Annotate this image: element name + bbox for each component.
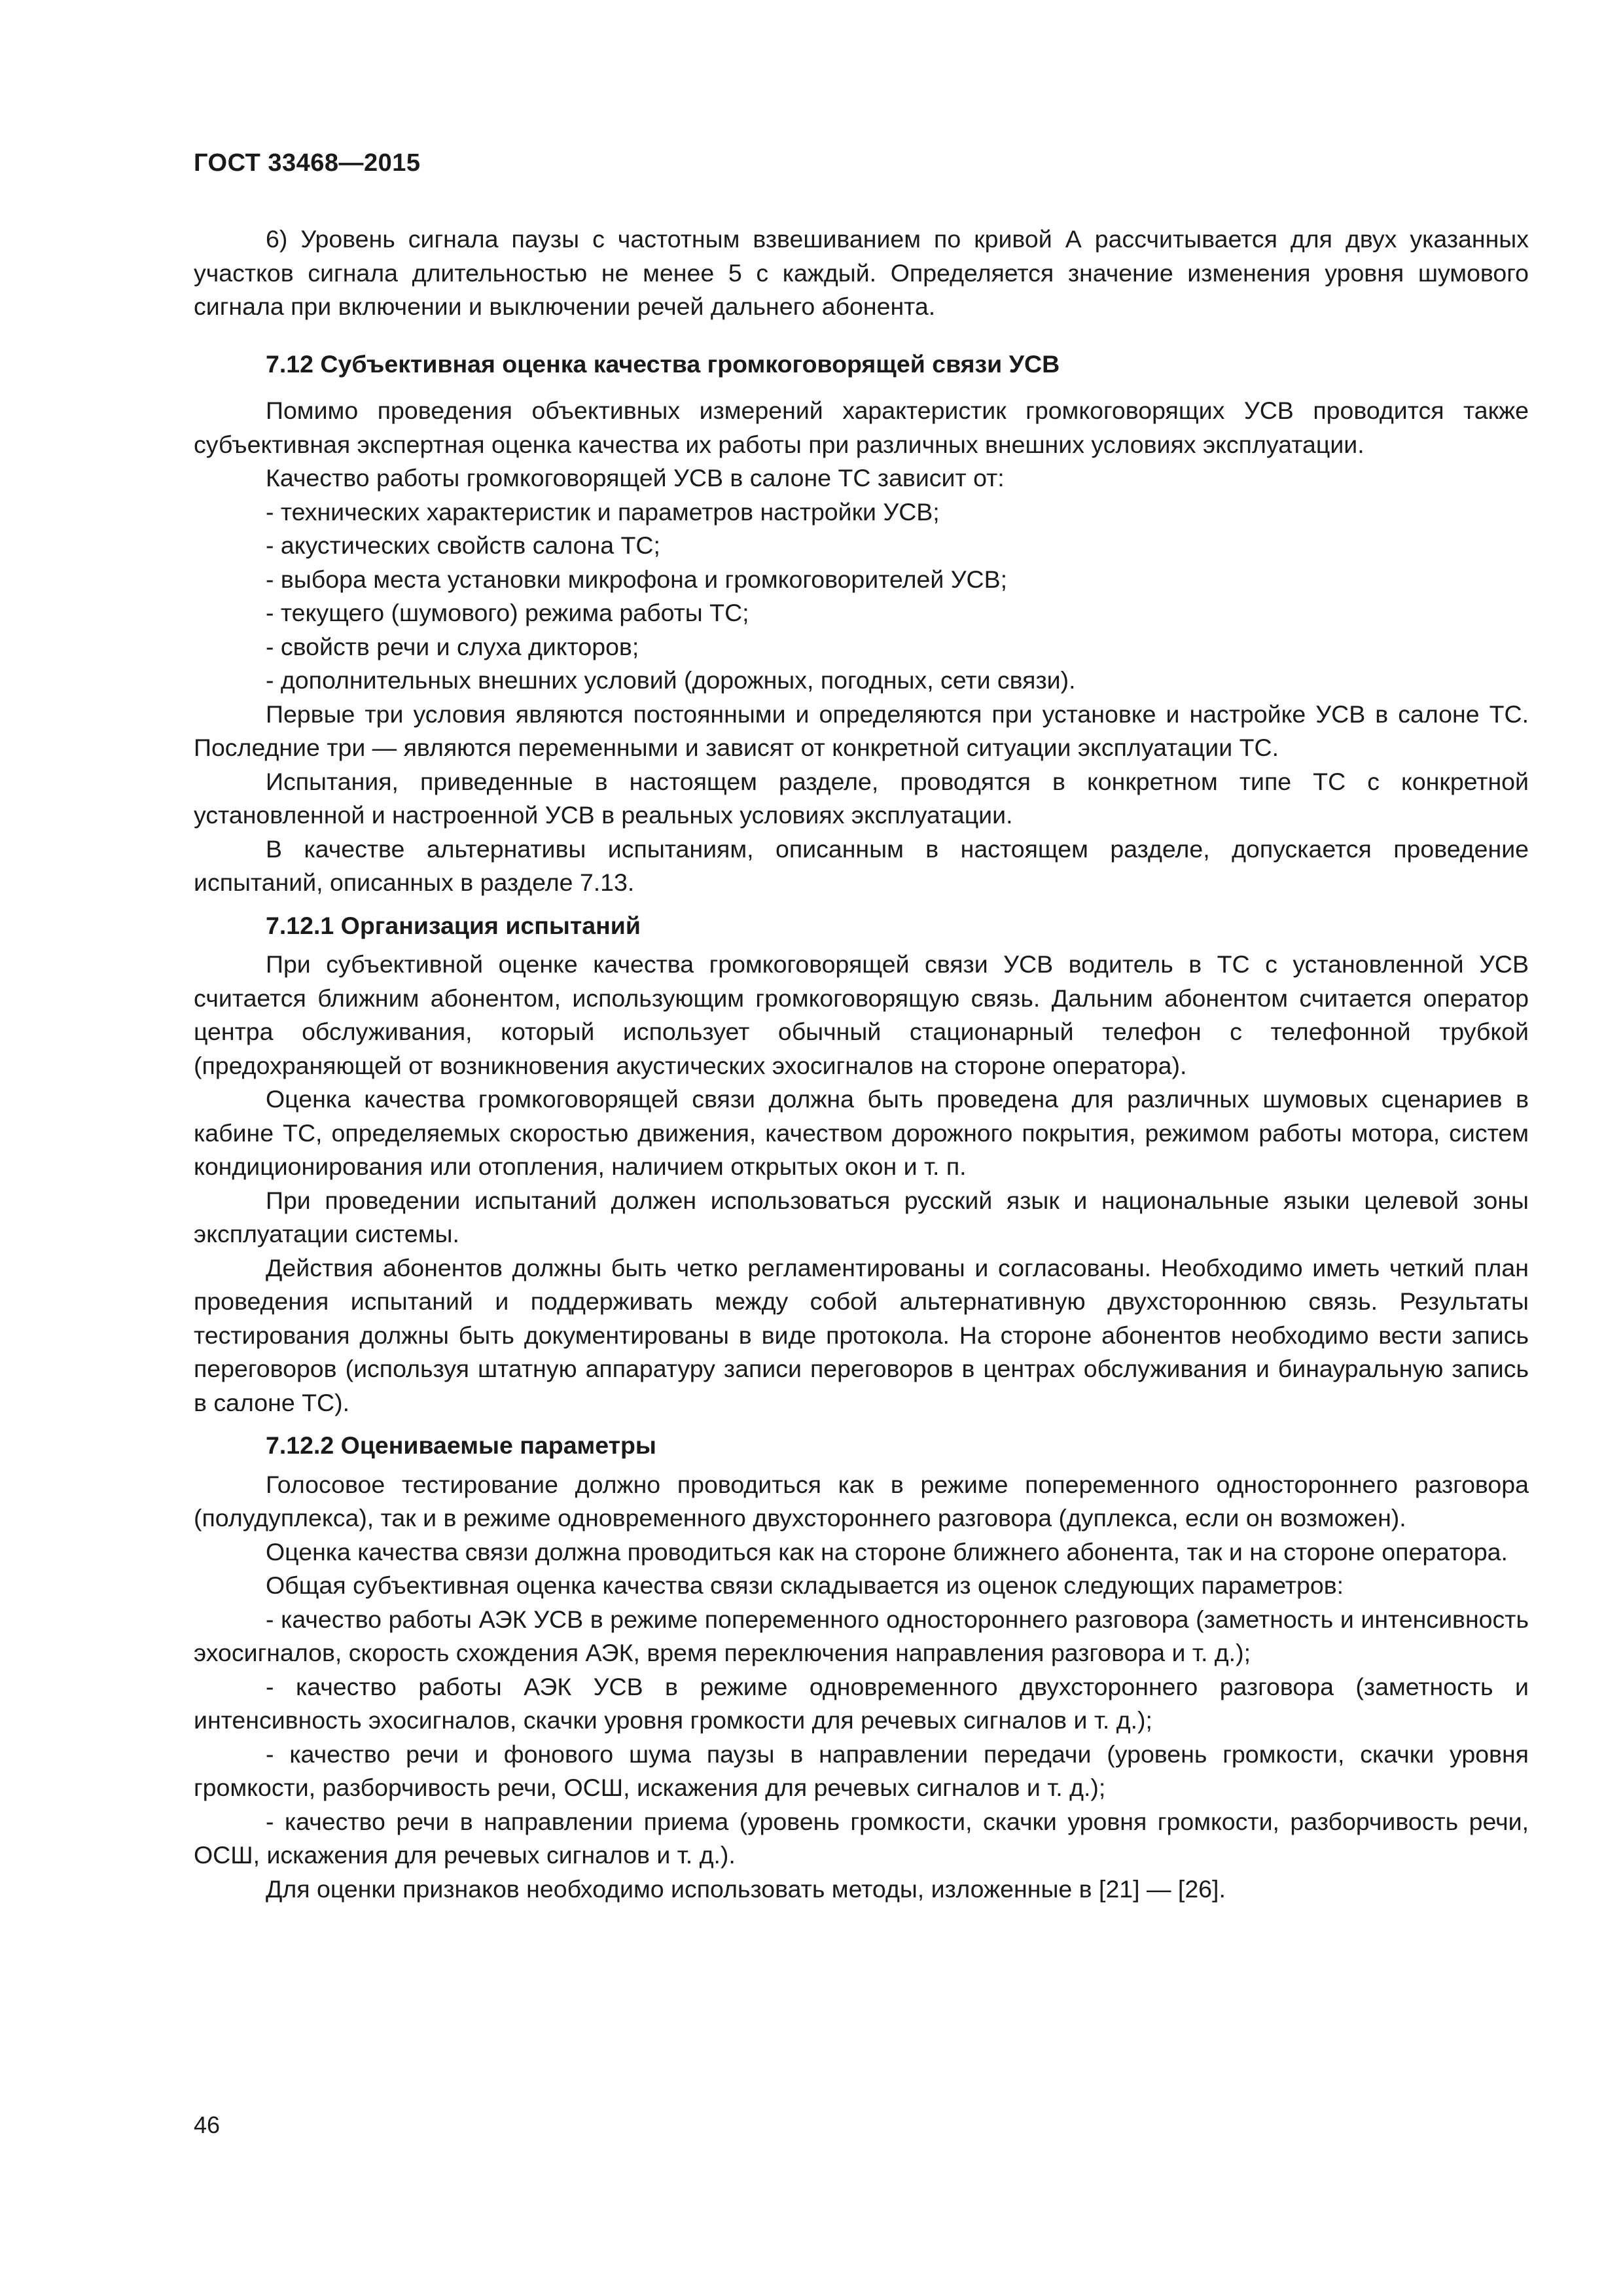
parameter-list-item: - качество работы АЭК УСВ в режиме одновременного двухстороннего разговора (заметность и интенсивность эхосигналов, скачки уровня громкости для речевых сигналов и т. д.); xyxy=(194,1672,1529,1734)
section-7-12-2-paragraph-3: Общая субъективная оценка качества связи складывается из оценок следующих параметров: xyxy=(266,1571,1344,1599)
standard-header: ГОСТ 33468—2015 xyxy=(194,149,421,177)
page-number: 46 xyxy=(194,2111,221,2138)
section-7-12-1-paragraph-4: Действия абонентов должны быть четко регламентированы и согласованы. Необходимо иметь четкий план проведения испытаний и поддерживать между собой альтернативную двухстороннюю связь. Результаты тестирования должны быть документированы в виде протокола. На стороне абонентов необходимо вести запись переговоров (используя штатную аппаратуру записи переговоров в центрах обслуживания и бинауральную запись в салоне ТС). xyxy=(194,1253,1529,1416)
section-7-12-paragraph-4: Испытания, приведенные в настоящем разделе, проводятся в конкретном типе ТС с конкретной установленной и настроенной УСВ в реальных условиях эксплуатации. xyxy=(194,767,1529,829)
factor-list-item: - акустических свойств салона ТС; xyxy=(266,531,660,559)
factor-list-item: - свойств речи и слуха дикторов; xyxy=(266,632,639,660)
factor-list-item: - выбора места установки микрофона и громкоговорителей УСВ; xyxy=(266,565,1008,593)
section-7-12-2-paragraph-1: Голосовое тестирование должно проводиться как в режиме попеременного одностороннего разговора (полудуплекса), так и в режиме одновременного двухстороннего разговора (дуплекса, если он возможен). xyxy=(194,1470,1529,1532)
section-7-12-2-heading: 7.12.2 Оцениваемые параметры xyxy=(266,1431,656,1459)
section-7-12-paragraph-1: Помимо проведения объективных измерений характеристик громкоговорящих УСВ проводится также субъективная экспертная оценка качества их работы при различных внешних условиях эксплуатации. xyxy=(194,397,1529,458)
section-7-12-paragraph-2: Качество работы громкоговорящей УСВ в салоне ТС зависит от: xyxy=(266,464,1005,492)
factor-list-item: - текущего (шумового) режима работы ТС; xyxy=(266,599,749,626)
factor-list-item: - технических характеристик и параметров настройки УСВ; xyxy=(266,497,940,526)
parameter-list-item: - качество работы АЭК УСВ в режиме попеременного одностороннего разговора (заметность и интенсивность эхосигналов, скорость схождения АЭК, время переключения направления разговора и т. д.); xyxy=(194,1605,1529,1666)
section-7-12-paragraph-5: В качестве альтернативы испытаниям, описанным в настоящем разделе, допускается проведение испытаний, описанных в разделе 7.13. xyxy=(194,834,1529,896)
section-7-12-2-paragraph-4: Для оценки признаков необходимо использовать методы, изложенные в [21] — [26]. xyxy=(266,1874,1226,1903)
page-body xyxy=(194,223,1529,1906)
parameter-list-item: - качество речи и фонового шума паузы в направлении передачи (уровень громкости, скачки уровня громкости, разборчивость речи, ОСШ, искажения для речевых сигналов и т. д.); xyxy=(194,1740,1529,1801)
section-7-12-heading: 7.12 Субъективная оценка качества громкоговорящей связи УСВ xyxy=(266,350,1060,378)
factor-list-item: - дополнительных внешних условий (дорожных, погодных, сети связи). xyxy=(266,666,1076,694)
section-7-12-2-paragraph-2: Оценка качества связи должна проводиться как на стороне ближнего абонента, так и на стороне оператора. xyxy=(266,1537,1508,1566)
section-7-12-1-paragraph-1: При субъективной оценке качества громкоговорящей связи УСВ водитель в ТС с установленной УСВ считается ближним абонентом, использующим громкоговорящую связь. Дальним абонентом считается оператор центра обслуживания, который использует обычный стационарный телефон с телефонной трубкой (предохраняющей от возникновения акустических эхосигналов на стороне оператора). xyxy=(194,950,1529,1079)
section-7-12-1-paragraph-3: При проведении испытаний должен использоваться русский язык и национальные языки целевой зоны эксплуатации системы. xyxy=(194,1186,1529,1247)
section-7-12-1-paragraph-2: Оценка качества громкоговорящей связи должна быть проведена для различных шумовых сценариев в кабине ТС, определяемых скоростью движения, качеством дорожного покрытия, режимом работы мотора, систем кондиционирования или отопления, наличием открытых окон и т. п. xyxy=(194,1085,1529,1180)
section-7-12-1-heading: 7.12.1 Организация испытаний xyxy=(266,911,641,939)
intro-paragraph-6: 6) Уровень сигнала паузы с частотным взвешиванием по кривой А рассчитывается для двух указанных участков сигнала длительностью не менее 5 с каждый. Определяется значение изменения уровня шумового сигнала при включении и выключении речей дальнего абонента. xyxy=(194,225,1529,320)
section-7-12-paragraph-3: Первые три условия являются постоянными и определяются при установке и настройке УСВ в салоне ТС. Последние три — являются переменными и зависят от конкретной ситуации эксплуатации ТС. xyxy=(194,700,1529,761)
parameter-list-item: - качество речи в направлении приема (уровень громкости, скачки уровня громкости, разборчивость речи, ОСШ, искажения для речевых сигналов и т. д.). xyxy=(194,1807,1529,1869)
